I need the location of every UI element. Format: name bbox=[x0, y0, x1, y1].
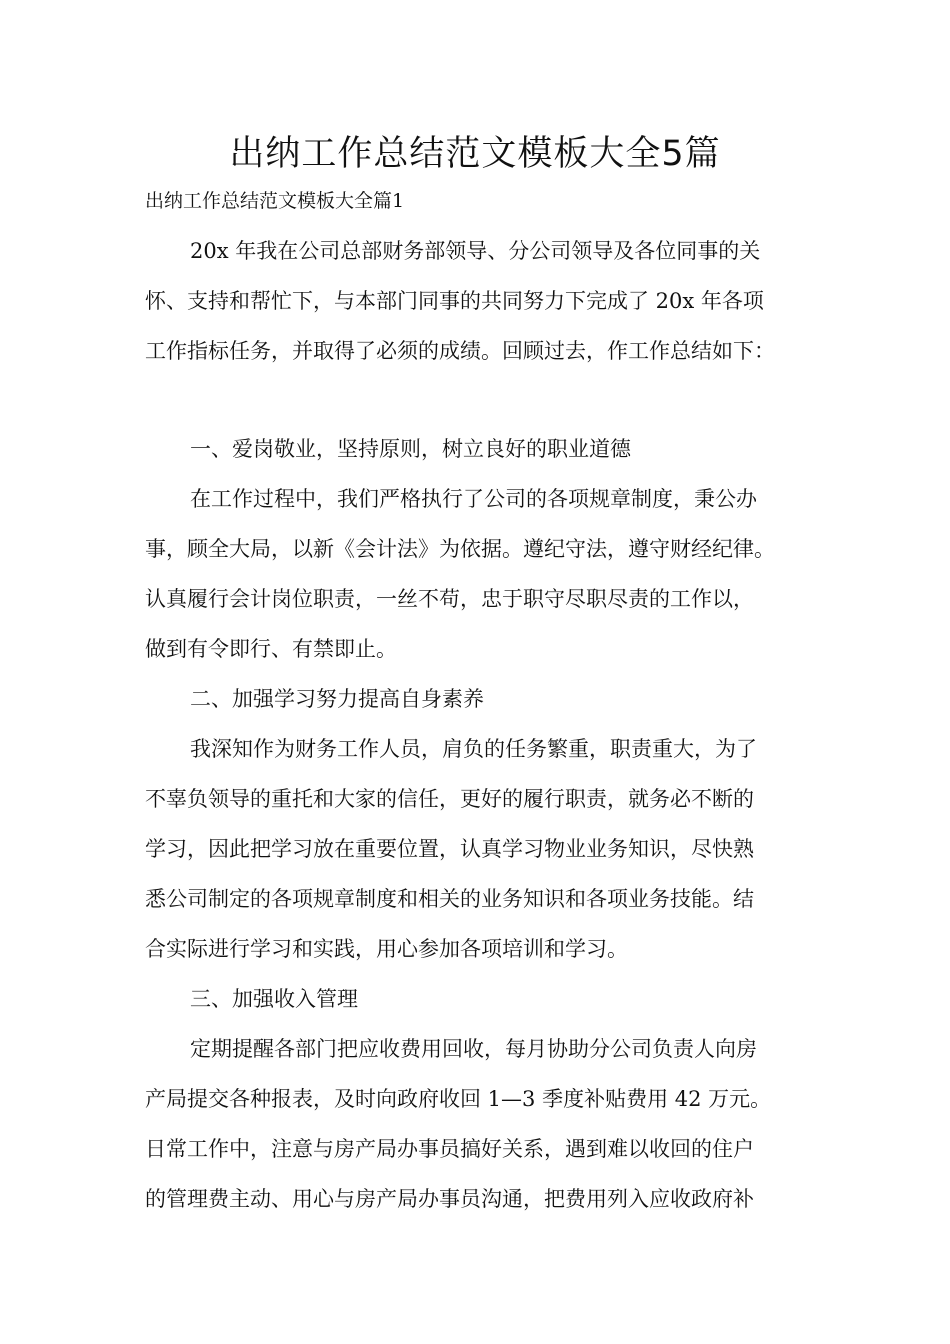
section-heading: 一、爱岗敬业，坚持原则，树立良好的职业道德 bbox=[190, 437, 631, 461]
paragraph-line: 日常工作中，注意与房产局办事员搞好关系，遇到难以收回的住户 bbox=[145, 1137, 754, 1161]
paragraph-line: 工作指标任务，并取得了必须的成绩。回顾过去，作工作总结如下： bbox=[145, 339, 775, 363]
paragraph-line: 悉公司制定的各项规章制度和相关的业务知识和各项业务技能。结 bbox=[145, 887, 754, 911]
paragraph-line: 我深知作为财务工作人员，肩负的任务繁重，职责重大，为了 bbox=[190, 737, 757, 761]
section-heading: 二、加强学习努力提高自身素养 bbox=[190, 687, 484, 711]
document-title: 出纳工作总结范文模板大全5篇 bbox=[229, 134, 721, 174]
paragraph-line: 的管理费主动、用心与房产局办事员沟通，把费用列入应收政府补 bbox=[145, 1187, 754, 1211]
paragraph-line: 事，顾全大局，以新《会计法》为依据。遵纪守法，遵守财经纪律。 bbox=[145, 537, 775, 561]
paragraph-line: 学习，因此把学习放在重要位置，认真学习物业业务知识，尽快熟 bbox=[145, 837, 754, 861]
paragraph-line: 定期提醒各部门把应收费用回收，每月协助分公司负责人向房 bbox=[190, 1037, 757, 1061]
section-heading: 三、加强收入管理 bbox=[190, 987, 358, 1011]
paragraph-line: 认真履行会计岗位职责，一丝不苟，忠于职守尽职尽责的工作以， bbox=[145, 587, 754, 611]
paragraph-line: 在工作过程中，我们严格执行了公司的各项规章制度，秉公办 bbox=[190, 487, 757, 511]
section-subtitle: 出纳工作总结范文模板大全篇1 bbox=[145, 190, 405, 212]
paragraph-line: 合实际进行学习和实践，用心参加各项培训和学习。 bbox=[145, 937, 628, 961]
paragraph-line: 产局提交各种报表，及时向政府收回 1—3 季度补贴费用 42 万元。 bbox=[145, 1087, 772, 1111]
paragraph-line: 怀、支持和帮忙下，与本部门同事的共同努力下完成了 20x 年各项 bbox=[145, 289, 764, 313]
paragraph-line: 做到有令即行、有禁即止。 bbox=[145, 637, 397, 661]
paragraph-line: 20x 年我在公司总部财务部领导、分公司领导及各位同事的关 bbox=[190, 239, 761, 263]
paragraph-line: 不辜负领导的重托和大家的信任，更好的履行职责，就务必不断的 bbox=[145, 787, 754, 811]
